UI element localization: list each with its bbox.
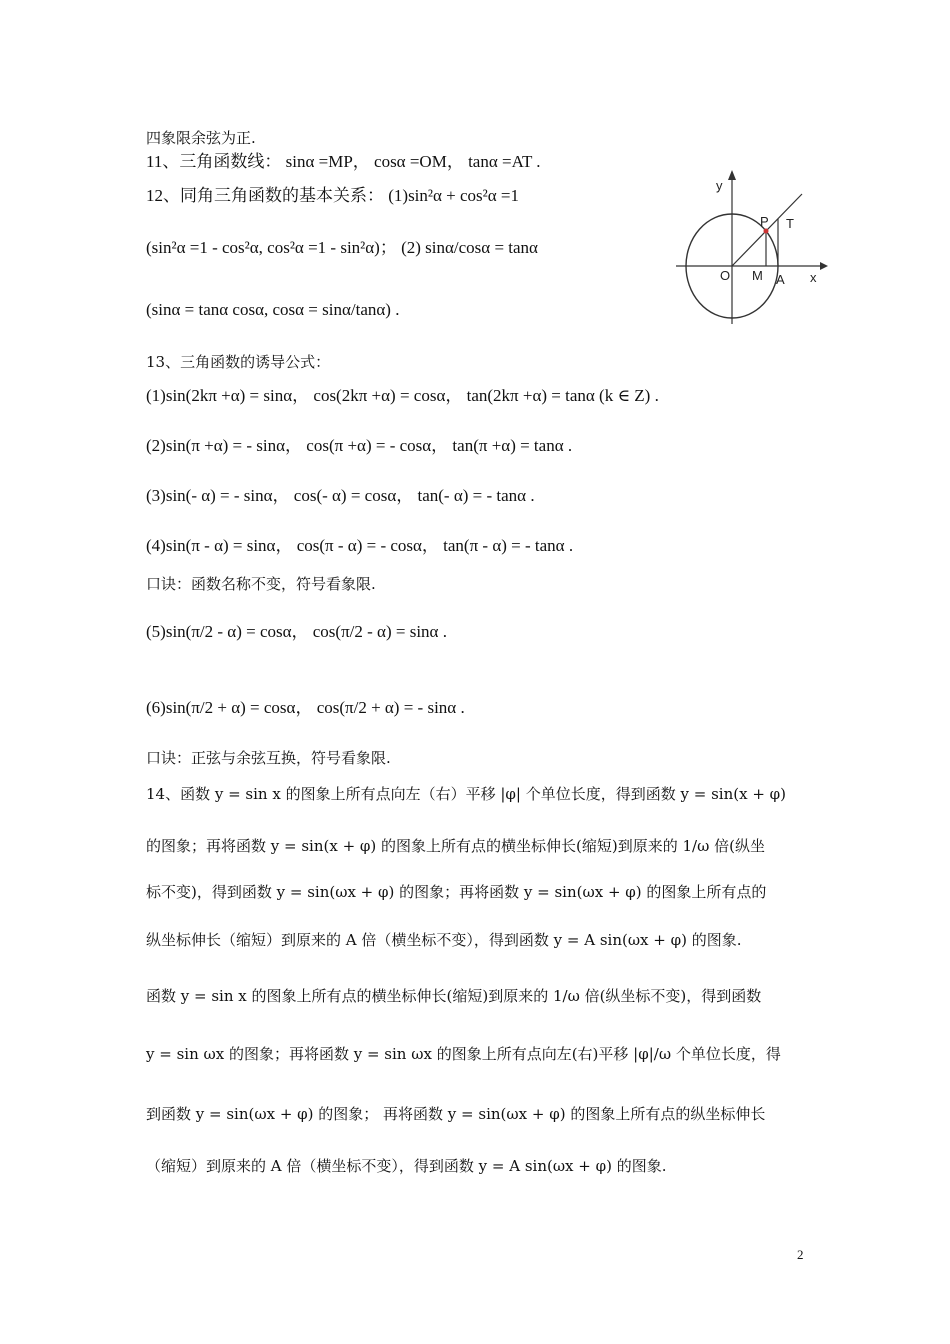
label-A: A <box>776 272 785 287</box>
label-y: y <box>716 178 723 193</box>
line-10: 口诀：函数名称不变，符号看象限. <box>146 575 376 593</box>
line-7: (2)sin(π +α) = - sinα， cos(π +α) = - cosα， tan(π +α) = tanα . <box>146 436 573 455</box>
line-13: 口诀：正弦与余弦互换，符号看象限. <box>146 749 391 767</box>
unit-circle-diagram <box>672 168 832 328</box>
line-11: (5)sin(π/2 - α) = cosα， cos(π/2 - α) = sinα . <box>146 622 447 641</box>
line-4: (sinα = tanα cosα, cosα = sinα/tanα) . <box>146 300 400 319</box>
line-6: (1)sin(2kπ +α) = sinα， cos(2kπ +α) = cosα， tan(2kπ +α) = tanα (k ∈ Z) . <box>146 386 659 405</box>
line-1: 11、三角函数线： sinα =MP， cosα =OM， tanα =AT . <box>146 152 541 171</box>
line-18: 函数 y = sin x 的图象上所有点的横坐标伸长(缩短)到原来的 1/ω 倍(纵坐标不变)，得到函数 <box>146 987 762 1005</box>
point-P <box>764 229 769 234</box>
line-17: 纵坐标伸长（缩短）到原来的 A 倍（横坐标不变），得到函数 y = A sin(ωx + φ) 的图象. <box>146 931 742 949</box>
line-9: (4)sin(π - α) = sinα， cos(π - α) = - cosα， tan(π - α) = - tanα . <box>146 536 574 555</box>
label-M: M <box>752 268 763 283</box>
line-14: 14、函数 y = sin x 的图象上所有点向左（右）平移 |φ| 个单位长度，得到函数 y = sin(x + φ) <box>146 785 787 803</box>
page-number: 2 <box>797 1247 804 1262</box>
line-5: 13、三角函数的诱导公式： <box>146 353 331 371</box>
line-21: （缩短）到原来的 A 倍（横坐标不变），得到函数 y = A sin(ωx + φ) 的图象. <box>146 1157 667 1175</box>
label-T: T <box>786 216 794 231</box>
label-O: O <box>720 268 731 283</box>
line-19: y = sin ωx 的图象；再将函数 y = sin ωx 的图象上所有点向左(右)平移 |φ|/ω 个单位长度，得 <box>146 1045 781 1063</box>
line-16: 标不变)，得到函数 y = sin(ωx + φ) 的图象；再将函数 y = sin(ωx + φ) 的图象上所有点的 <box>146 883 767 901</box>
label-P: P <box>760 214 769 229</box>
line-0: 四象限余弦为正. <box>146 129 256 147</box>
line-20: 到函数 y = sin(ωx + φ) 的图象； 再将函数 y = sin(ωx + φ) 的图象上所有点的纵坐标伸长 <box>146 1105 766 1123</box>
line-2: 12、同角三角函数的基本关系： (1)sin²α + cos²α =1 <box>146 186 520 205</box>
y-axis-arrow-icon <box>728 170 736 180</box>
x-axis-arrow-icon <box>820 262 828 270</box>
line-8: (3)sin(- α) = - sinα， cos(- α) = cosα， tan(- α) = - tanα . <box>146 486 535 505</box>
line-15: 的图象；再将函数 y = sin(x + φ) 的图象上所有点的横坐标伸长(缩短)到原来的 1/ω 倍(纵坐 <box>146 837 765 855</box>
line-3: (sin²α =1 - cos²α, cos²α =1 - sin²α)； (2) sinα/cosα = tanα <box>146 238 538 257</box>
label-x: x <box>810 270 817 285</box>
line-12: (6)sin(π/2 + α) = cosα， cos(π/2 + α) = - sinα . <box>146 698 465 717</box>
